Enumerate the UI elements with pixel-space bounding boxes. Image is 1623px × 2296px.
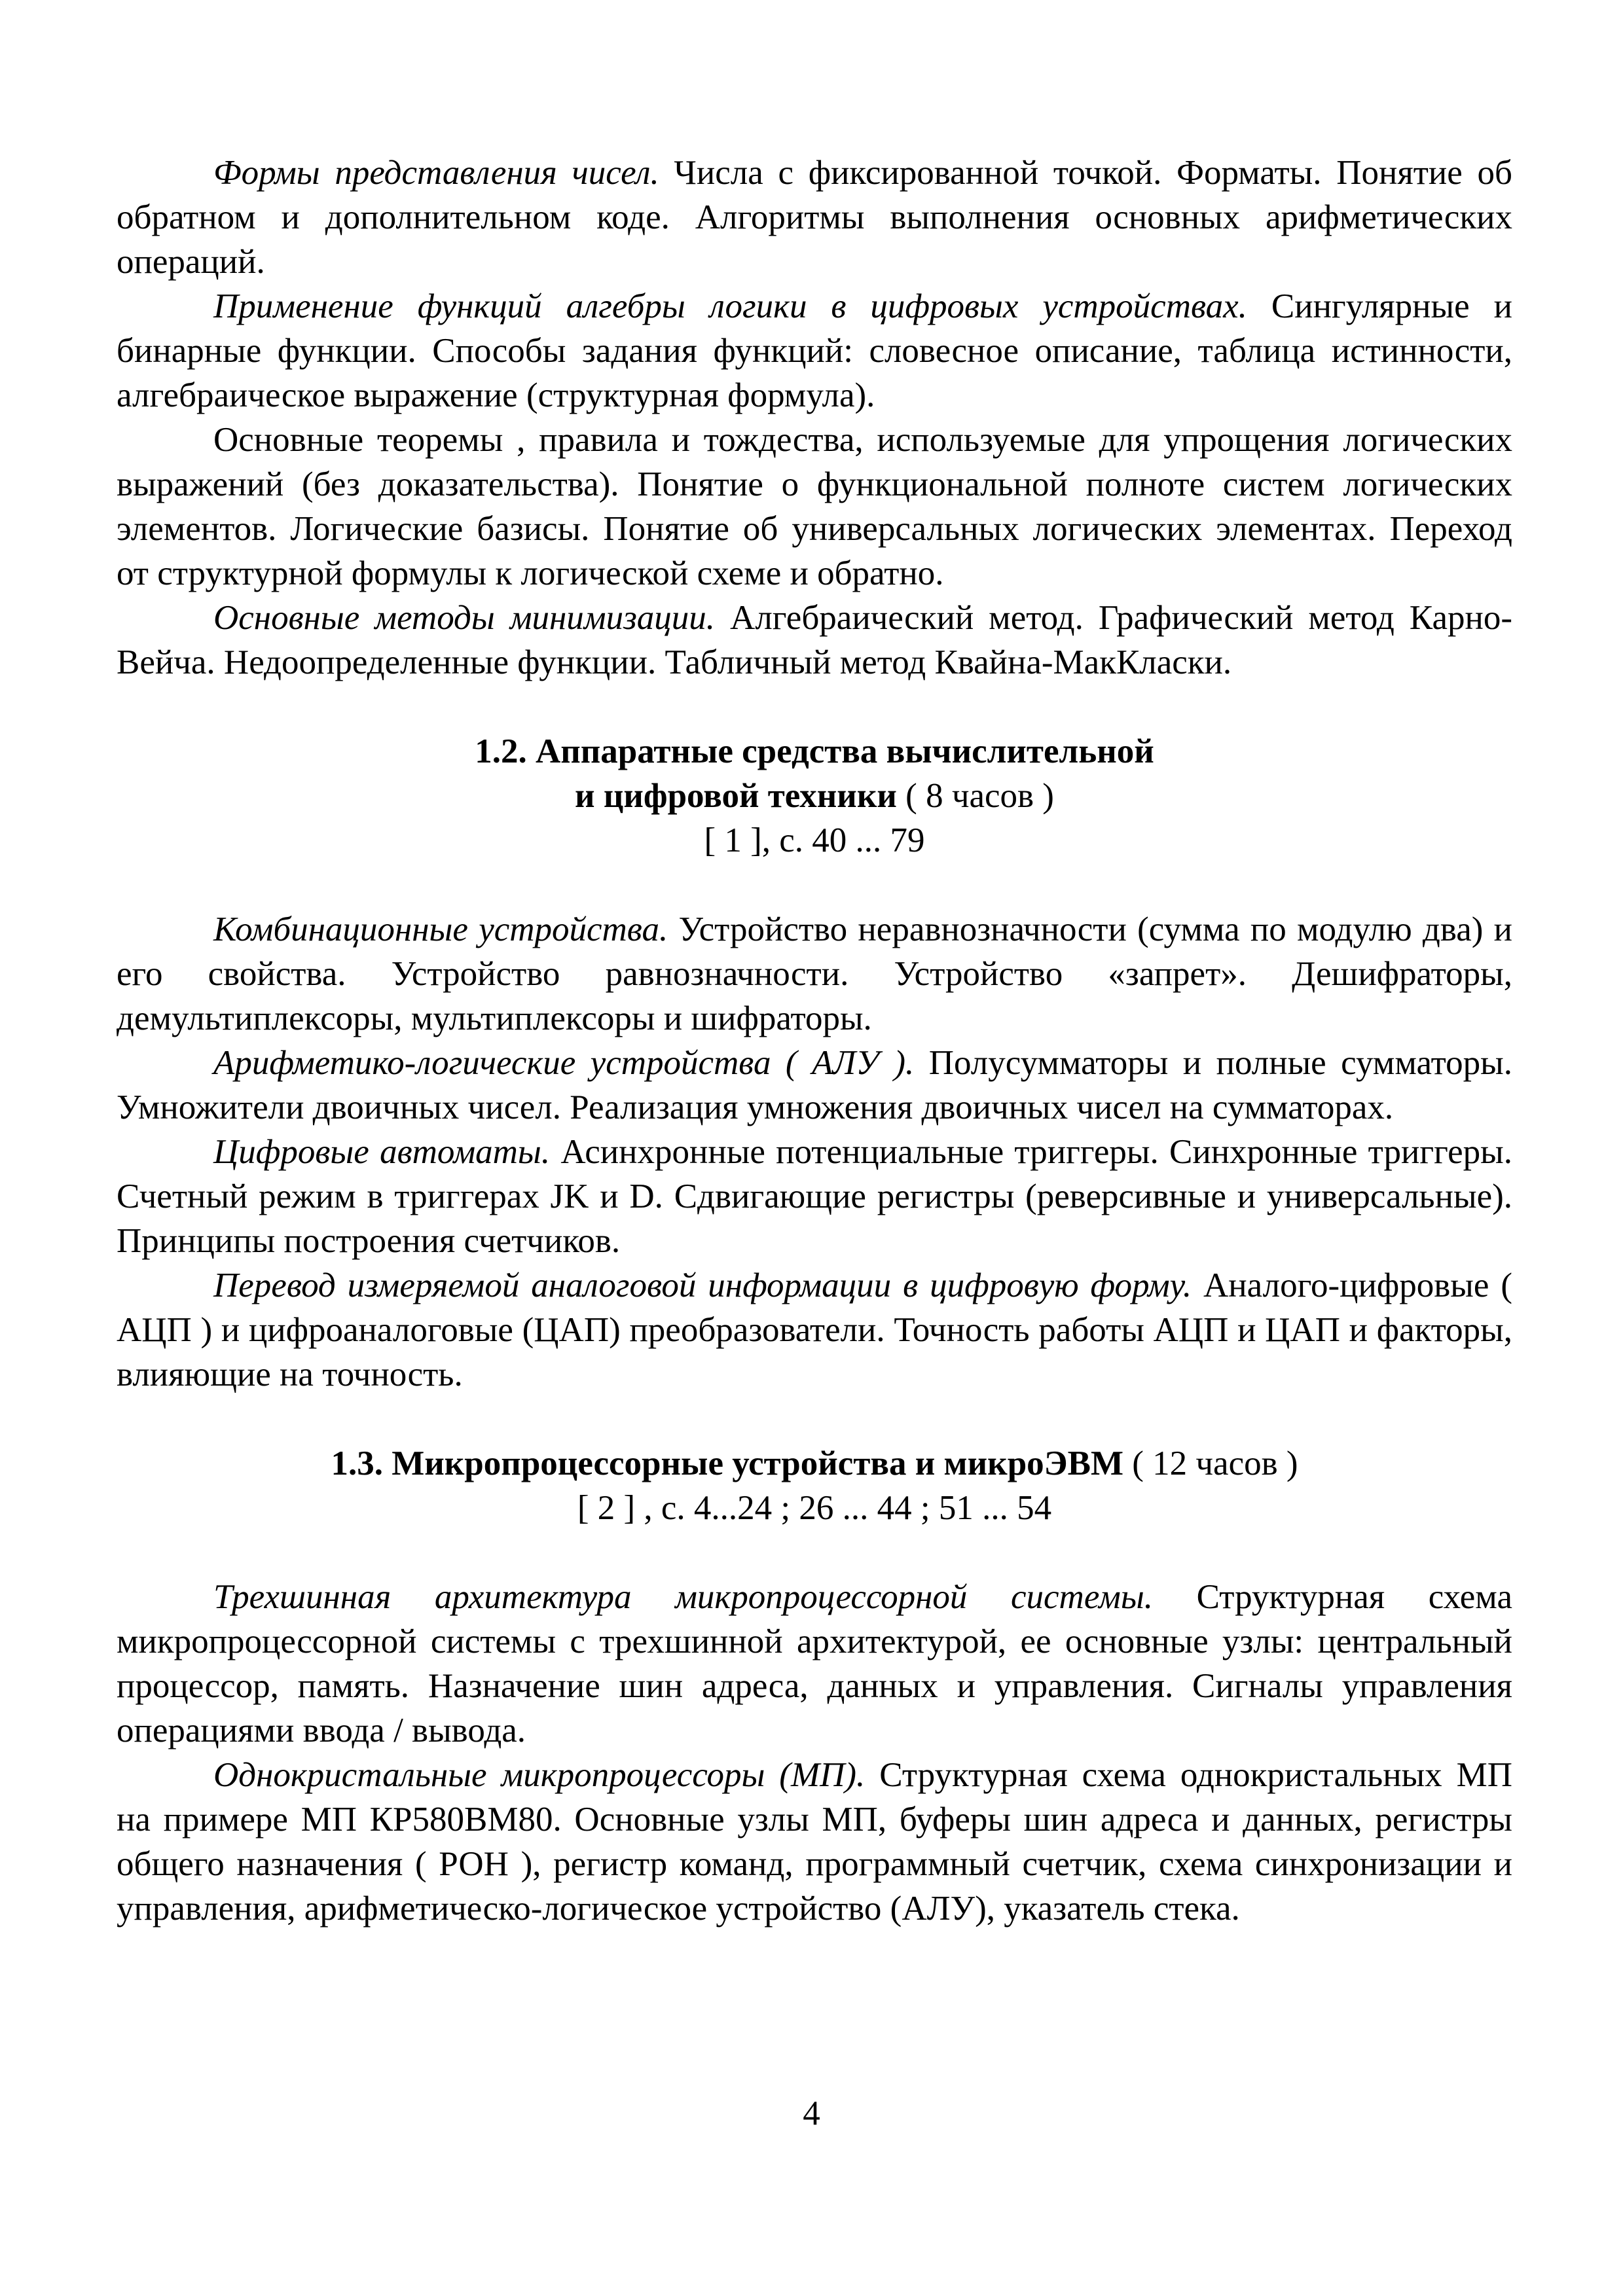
paragraph-body: Структурная схема микропроцессорной системы с трехшинной архитектурой, ее основные узлы: центральный процессор, память. Назначение шин адреса, данных и управления. Сигналы управления операциями ввода / вывода. [117, 1578, 1512, 1749]
paragraph-topic: Трехшинная архитектура микропроцессорной системы. [213, 1578, 1153, 1616]
section-1-3-heading [117, 1441, 1512, 1530]
paragraph-topic: Применение функций алгебры логики в цифровых устройствах. [213, 287, 1247, 325]
paragraph-alu [117, 1041, 1512, 1130]
section-1-2-title-line1: 1.2. Аппаратные средства вычислительной [475, 732, 1154, 770]
paragraph-body: Структурная схема однокристальных МП на примере МП КР580ВМ80. Основные узлы МП, буферы шин адреса и данных, регистры общего назначения ( РОН ), регистр команд, программный счетчик, схема синхронизации и управления, арифметическо-логическое устройство (АЛУ), указатель стека. [117, 1756, 1512, 1928]
paragraph-minimization [117, 596, 1512, 685]
paragraph-logic-algebra [117, 284, 1512, 418]
paragraph-body: Числа с фиксированной точкой. Форматы. Понятие об обратном и дополнительном коде. Алгоритмы выполнения основных арифметических операций. [117, 154, 1512, 281]
section-1-3-title-line: 1.3. Микропроцессорные устройства и микроЭВМ ( 12 часов ) [331, 1444, 1298, 1482]
paragraph-body: Аналого-цифровые ( АЦП ) и цифроаналоговые (ЦАП) преобразователи. Точность работы АЦП и ЦАП и факторы, влияющие на точность. [117, 1266, 1512, 1393]
paragraph-body: Асинхронные потенциальные триггеры. Синхронные триггеры. Счетный режим в триггерах JK и D. Сдвигающие регистры (реверсивные и универсальные). Принципы построения счетчиков. [117, 1133, 1512, 1260]
paragraph-digital-automata [117, 1130, 1512, 1263]
paragraph-body: Основные теоремы , правила и тождества, используемые для упрощения логических выражений (без доказательства). Понятие о функциональной полноте систем логических элементов. Логические базисы. Понятие об универсальных логических элементах. Переход от структурной формулы к логической схеме и обратно. [117, 421, 1512, 592]
paragraph-body: Полусумматоры и полные сумматоры. Умножители двоичных чисел. Реализация умножения двоичных чисел на сумматорах. [117, 1044, 1512, 1126]
spacer [117, 863, 1512, 907]
section-1-3-reference: [ 2 ] , с. 4...24 ; 26 ... 44 ; 51 ... 54 [577, 1489, 1052, 1527]
paragraph-topic: Однокристальные микропроцессоры (МП). [213, 1756, 866, 1794]
paragraph-topic: Перевод измеряемой аналоговой информации в цифровую форму. [213, 1266, 1192, 1304]
page-number: 4 [803, 2094, 820, 2132]
section-1-2-hours: ( 8 часов ) [896, 777, 1054, 815]
paragraph-theorems [117, 418, 1512, 596]
paragraph-topic: Основные методы минимизации. [213, 599, 716, 637]
paragraph-three-bus [117, 1575, 1512, 1753]
section-1-2-title-line2: и цифровой техники ( 8 часов ) [575, 777, 1054, 815]
paragraph-adc-dac [117, 1263, 1512, 1397]
paragraph-topic: Цифровые автоматы. [213, 1133, 551, 1171]
section-1-2-reference: [ 1 ], с. 40 ... 79 [704, 821, 925, 859]
paragraph-body: Устройство неравнозначности (сумма по модулю два) и его свойства. Устройство равнозначности. Устройство «запрет». Дешифраторы, демультиплексоры, мультиплексоры и шифраторы. [117, 910, 1512, 1037]
section-1-2-heading [117, 729, 1512, 863]
paragraph-topic: Комбинационные устройства. [213, 910, 668, 948]
paragraph-body: Алгебраический метод. Графический метод Карно-Вейча. Недоопределенные функции. Табличный метод Квайна-МакКласки. [117, 599, 1512, 681]
spacer [117, 1530, 1512, 1575]
paragraph-topic: Арифметико-логические устройства ( АЛУ ). [213, 1044, 915, 1082]
paragraph-single-chip-mp [117, 1753, 1512, 1931]
section-1-3-hours: ( 12 часов ) [1123, 1444, 1298, 1482]
paragraph-number-forms [117, 151, 1512, 284]
paragraph-combinational [117, 907, 1512, 1041]
page-content [117, 151, 1512, 1931]
paragraph-body: Сингулярные и бинарные функции. Способы задания функций: словесное описание, таблица истинности, алгебраическое выражение (структурная формула). [117, 287, 1512, 414]
paragraph-topic: Формы представления чисел. [213, 154, 659, 192]
